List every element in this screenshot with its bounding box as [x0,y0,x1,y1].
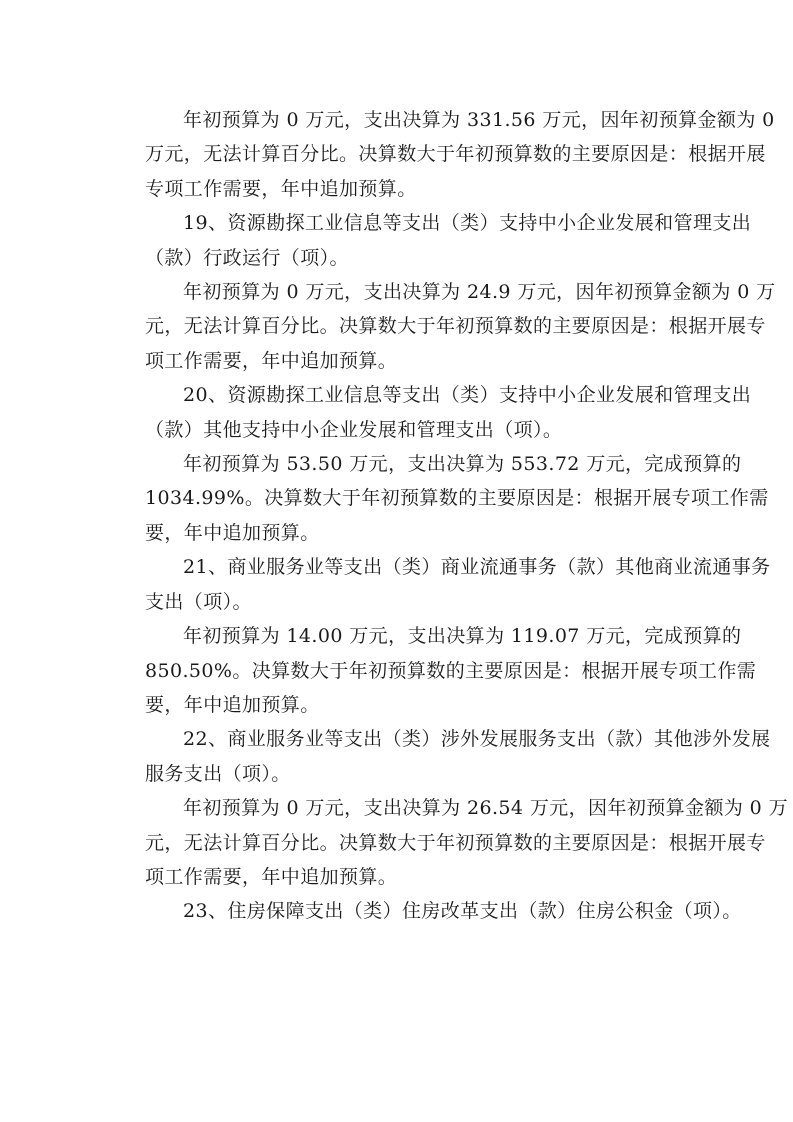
text-line: 专项工作需要，年中追加预算。 [145,177,417,200]
text-line: 21、商业服务业等支出（类）商业流通事务（款）其他商业流通事务 [183,556,771,579]
item-22-heading [107,722,771,791]
text-line: 年初预算为 14.00 万元，支出决算为 119.07 万元，完成预算的 [183,625,742,648]
text-line: 23、住房保障支出（类）住房改革支出（款）住房公积金（项）。 [183,900,742,923]
text-line: 20、资源勘探工业信息等支出（类）支持中小企业发展和管理支出 [183,384,752,407]
text-line: 元，无法计算百分比。决算数大于年初预算数的主要原因是：根据开展专 [145,315,766,338]
item-21-heading [107,550,771,619]
document-body [107,103,789,929]
text-line: 要，年中追加预算。 [145,693,320,716]
text-line: 项工作需要，年中追加预算。 [145,865,398,888]
text-line: 要，年中追加预算。 [145,521,320,544]
text-line: 项工作需要，年中追加预算。 [145,349,398,372]
text-line: 19、资源勘探工业信息等支出（类）支持中小企业发展和管理支出 [183,212,752,235]
text-line: 1034.99%。决算数大于年初预算数的主要原因是：根据开展专项工作需 [145,487,769,510]
item-19-heading [107,206,752,275]
text-line: 万元，无法计算百分比。决算数大于年初预算数的主要原因是：根据开展 [145,143,766,166]
text-line: （款）其他支持中小企业发展和管理支出（项）。 [145,418,563,441]
paragraph-20-detail [107,447,769,550]
item-23-heading [107,894,742,928]
text-line: 年初预算为 53.50 万元，支出决算为 553.72 万元，完成预算的 [183,453,742,476]
paragraph-18-detail [107,103,775,206]
text-line: 22、商业服务业等支出（类）涉外发展服务支出（款）其他涉外发展 [183,728,771,751]
text-line: 年初预算为 0 万元，支出决算为 26.54 万元，因年初预算金额为 0 万 [183,797,789,820]
paragraph-21-detail [107,619,757,722]
text-line: （款）行政运行（项）。 [145,246,349,269]
paragraph-22-detail [107,791,789,894]
text-line: 元，无法计算百分比。决算数大于年初预算数的主要原因是：根据开展专 [145,831,766,854]
text-line: 支出（项）。 [145,590,252,613]
text-line: 850.50%。决算数大于年初预算数的主要原因是：根据开展专项工作需 [145,659,757,682]
text-line: 年初预算为 0 万元，支出决算为 24.9 万元，因年初预算金额为 0 万 [183,281,776,304]
item-20-heading [107,378,752,447]
paragraph-19-detail [107,275,776,378]
text-line: 服务支出（项）。 [145,762,291,785]
text-line: 年初预算为 0 万元，支出决算为 331.56 万元，因年初预算金额为 0 [183,109,775,131]
